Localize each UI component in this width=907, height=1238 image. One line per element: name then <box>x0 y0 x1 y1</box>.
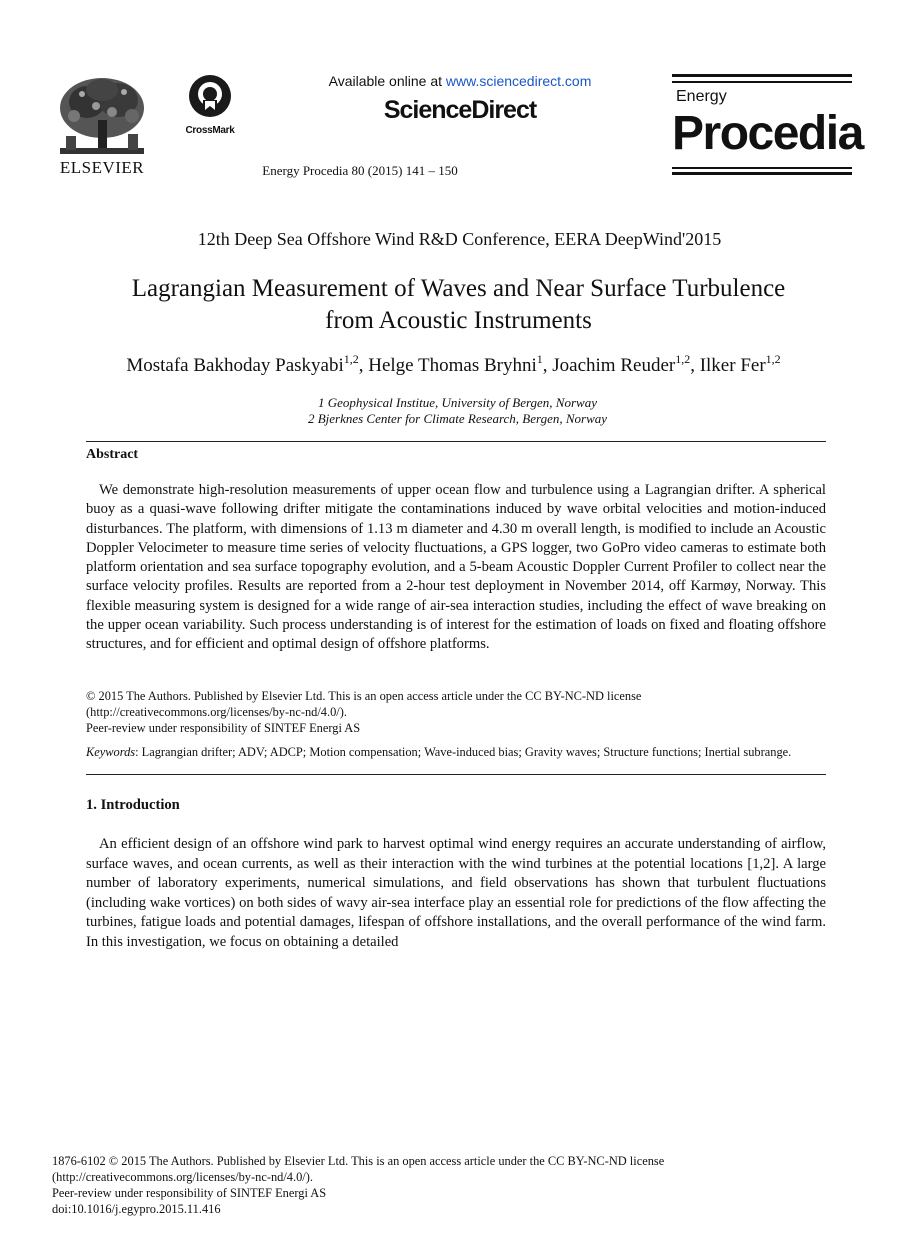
author-name: Helge Thomas Bryhni <box>368 355 537 376</box>
page-footer <box>52 1153 852 1217</box>
elsevier-tree-icon <box>52 76 152 158</box>
elsevier-logo <box>52 76 152 176</box>
available-online-line <box>250 73 670 89</box>
author-name: Joachim Reuder <box>552 355 676 376</box>
paper-title-line1: Lagrangian Measurement of Waves and Near Surface Turbulence <box>131 275 786 302</box>
section-heading-introduction: 1. Introduction <box>86 797 180 813</box>
brand-rule-top <box>672 74 852 77</box>
brand-rule-top-thin <box>672 81 852 83</box>
brand-rule-bottom <box>672 172 852 175</box>
available-prefix: Available online at <box>328 73 446 89</box>
affiliation-2: 2 Bjerknes Center for Climate Research, Bergen, Norway <box>307 411 608 426</box>
license-link[interactable]: (http://creativecommons.org/licenses/by-nc-nd/4.0/). <box>86 705 347 719</box>
footer-copyright: 1876-6102 © 2015 The Authors. Published by Elsevier Ltd. This is an open access article under the CC BY-NC-ND license <box>52 1154 665 1168</box>
footer-peer-review: Peer-review under responsibility of SINTEF Energi AS <box>52 1186 327 1200</box>
keywords-list: : Lagrangian drifter; ADV; ADCP; Motion compensation; Wave-induced bias; Gravity waves; Structure functions; Inertial subrange. <box>135 745 792 759</box>
journal-brand <box>672 74 863 178</box>
keywords <box>86 744 846 760</box>
footer-license-link[interactable]: (http://creativecommons.org/licenses/by-nc-nd/4.0/). <box>52 1170 313 1184</box>
crossmark-icon <box>188 74 232 118</box>
author-name: Ilker Fer <box>699 355 766 376</box>
affiliations <box>4 395 907 427</box>
introduction-text: An efficient design of an offshore wind park to harvest optimal wind energy requires an accurate understanding of airflow, surface waves, and ocean currents, as well as their interaction with the wind turbines at the potential locations [1,2]. A large number of laboratory experiments, numerical simulations, and field observations has shown that turbulent fluctuations (including wake vortices) on both sides of wavy air-sea interface play an essential role for predictions of the flow affecting the turbines, fatigue loads and potential damages, lifespan of offshore installations, and the overall performance of the wind farm. In this investigation, we focus on obtaining a detailed <box>86 836 826 950</box>
keywords-label: Keywords <box>86 745 136 759</box>
crossmark-badge[interactable] <box>178 74 242 134</box>
brand-energy: Energy <box>676 88 727 105</box>
crossmark-label: CrossMark <box>185 125 235 136</box>
divider-top <box>86 441 826 442</box>
copyright-notice <box>86 688 846 736</box>
author-separator: , <box>690 355 700 376</box>
paper-title <box>60 273 857 337</box>
footer-doi[interactable]: doi:10.1016/j.egypro.2015.11.416 <box>52 1202 221 1216</box>
abstract-text: We demonstrate high-resolution measurements of upper ocean flow and turbulence using a Lagrangian drifter. A spherical buoy as a quasi-wave following drifter mitigate the contaminations induced by wave orbital velocities and motion-induced disturbances. The platform, with dimensions of 1.13 m diameter and 4.30 m overall length, is modified to include an Acoustic Doppler Velocimeter to measure time series of velocity fluctuations, a GPS logger, two GoPro video cameras to estimate both platform orientation and sea surface topography evolution, and a 5-beam Acoustic Doppler Current Profiler to collect near the surface velocity profiles. Results are reported from a 2-hour test deployment in November 2014, off Karmøy, Norway. This flexible measuring system is designed for a wide range of air-sea interaction studies, including the effect of wave breaking on the upper ocean variability. Such process understanding is of interest for the estimation of loads on fixed and floating offshore structures, and for efficient and optimal design of offshore platforms. <box>86 482 826 653</box>
affiliation-1: 1 Geophysical Institue, University of Bergen, Norway <box>318 395 597 410</box>
author-separator: , <box>542 355 553 376</box>
brand-rule-bottom-thin <box>672 167 852 169</box>
author-separator: , <box>358 355 369 376</box>
author-affiliation-mark: 1 <box>536 352 543 366</box>
author-name: Mostafa Bakhoday Paskyabi <box>126 355 344 376</box>
journal-reference: Energy Procedia 80 (2015) 141 – 150 <box>262 163 458 178</box>
divider-bottom <box>86 774 826 775</box>
sciencedirect-wordmark: ScienceDirect <box>383 96 537 124</box>
brand-procedia: Procedia <box>672 107 863 160</box>
paper-title-line2: from Acoustic Instruments <box>325 307 592 334</box>
author-affiliation-mark: 1,2 <box>343 352 359 366</box>
peer-review-line: Peer-review under responsibility of SINTEF Energi AS <box>86 721 361 735</box>
author-affiliation-mark: 1,2 <box>765 352 781 366</box>
author-affiliation-mark: 1,2 <box>675 352 691 366</box>
elsevier-wordmark: ELSEVIER <box>59 158 145 177</box>
sciencedirect-link[interactable]: www.sciencedirect.com <box>445 73 592 89</box>
abstract-heading: Abstract <box>86 447 139 462</box>
copyright-line: © 2015 The Authors. Published by Elsevier Ltd. This is an open access article under the CC BY-NC-ND license <box>86 689 642 703</box>
conference-name: 12th Deep Sea Offshore Wind R&D Conference, EERA DeepWind'2015 <box>197 229 722 249</box>
author-list <box>40 352 867 377</box>
